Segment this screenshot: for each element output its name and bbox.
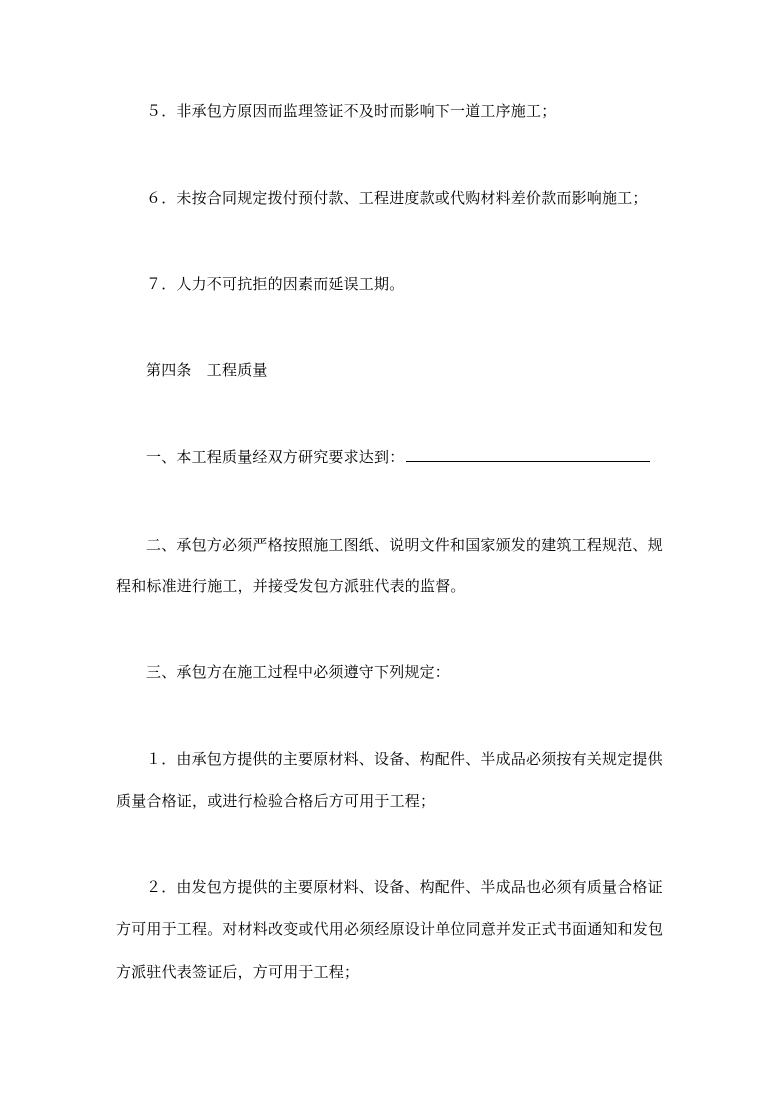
item-5-text: ５．非承包方原因而监理签证不及时而影响下一道工序施工； (146, 102, 557, 120)
clause-2-line-1: 二、承包方必须严格按照施工图纸、说明文件和国家颁发的建筑工程规范、规 (146, 536, 663, 554)
sub-item-1-line-2: 质量合格证，或进行检验合格后方可用于工程； (116, 792, 436, 810)
item-6-text: ６．未按合同规定拨付预付款、工程进度款或代购材料差价款而影响施工； (146, 189, 648, 207)
quality-standard-blank (406, 447, 650, 462)
item-7-text: ７．人力不可抗拒的因素而延误工期。 (146, 275, 405, 293)
clause-1-text: 一、本工程质量经双方研究要求达到： (146, 448, 405, 466)
sub-item-2-line-3: 方派驻代表签证后，方可用于工程； (116, 963, 360, 981)
clause-2-line-2: 程和标准进行施工，并接受发包方派驻代表的监督。 (116, 577, 466, 595)
sub-item-1-line-1: １．由承包方提供的主要原材料、设备、构配件、半成品必须按有关规定提供 (146, 750, 663, 768)
clause-1-line (146, 447, 650, 467)
sub-item-2-line-1: ２．由发包方提供的主要原材料、设备、构配件、半成品也必须有质量合格证 (146, 878, 663, 896)
article-4-heading: 第四条 工程质量 (146, 361, 268, 379)
clause-3-text: 三、承包方在施工过程中必须遵守下列规定： (146, 663, 451, 681)
sub-item-2-line-2: 方可用于工程。对材料改变或代用必须经原设计单位同意并发正式书面通知和发包 (116, 920, 664, 938)
